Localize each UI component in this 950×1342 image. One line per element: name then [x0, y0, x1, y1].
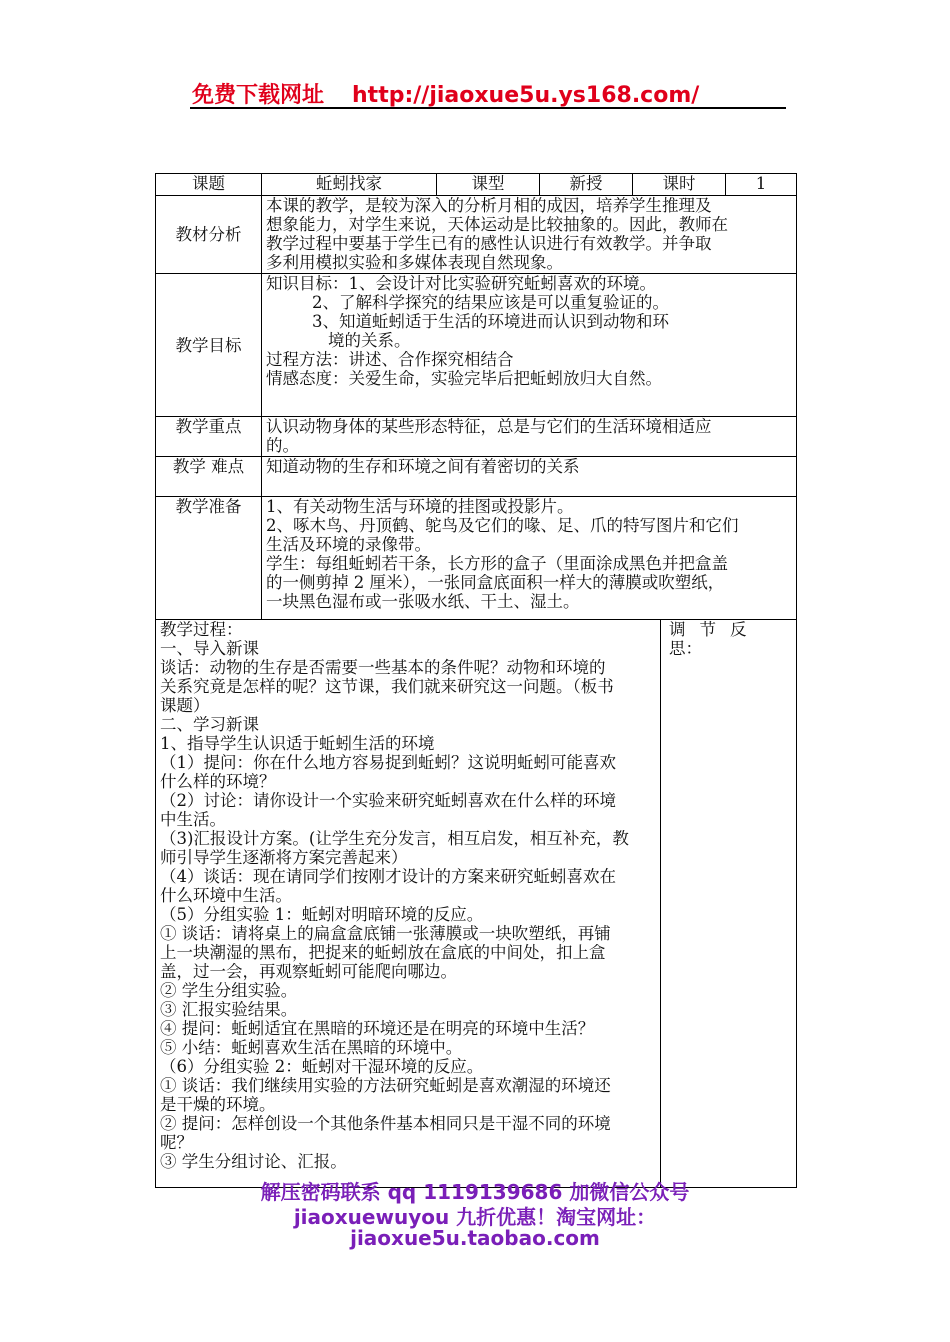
prep-text — [262, 497, 797, 620]
goals-line: 情感态度：关爱生命，实验完毕后把蚯蚓放归大自然。 — [266, 369, 662, 388]
process-line: （1）提问：你在什么地方容易捉到蚯蚓？这说明蚯蚓可能喜欢 — [160, 753, 616, 772]
prep-line: 学生：每组蚯蚓若干条，长方形的盒子（里面涂成黑色并把盒盖 — [266, 554, 728, 573]
goals-line: 2、了解科学探究的结果应该是可以重复验证的。 — [312, 293, 669, 312]
process-line: ② 提问：怎样创设一个其他条件基本相同只是干湿不同的环境 — [160, 1114, 611, 1133]
topic-label: 课题 — [156, 174, 262, 196]
topic-value: 蚯蚓找家 — [262, 174, 437, 196]
download-header — [192, 78, 699, 109]
analysis-text — [262, 196, 797, 274]
prep-line: 的一侧剪掉 2 厘米），一张同盒底面积一样大的薄膜或吹塑纸， — [266, 573, 725, 592]
goals-text — [262, 274, 797, 417]
process-line: 什么环境中生活。 — [160, 886, 292, 905]
prep-label: 教学准备 — [156, 497, 262, 620]
adjust-reflection-cell — [661, 620, 797, 1188]
process-line: （6）分组实验 2：蚯蚓对干湿环境的反应。 — [160, 1057, 484, 1076]
adjust-label: 调节反 — [669, 620, 761, 639]
process-line: 谈话：动物的生存是否需要一些基本的条件呢？动物和环境的 — [160, 658, 606, 677]
process-line: 什么样的环境？ — [160, 772, 276, 791]
goals-line: 境的关系。 — [328, 331, 411, 350]
type-label: 课型 — [437, 174, 540, 196]
prep-line: 一块黑色湿布或一张吸水纸、干土、湿土。 — [266, 592, 580, 611]
hours-label: 课时 — [633, 174, 726, 196]
process-row — [156, 620, 797, 1188]
process-line: 上一块潮湿的黑布，把捉来的蚯蚓放在盒底的中间处，扣上盒 — [160, 943, 606, 962]
process-line: 呢？ — [160, 1133, 193, 1152]
difficulty-row — [156, 457, 797, 497]
process-line: 二、学习新课 — [160, 715, 259, 734]
process-text — [160, 620, 656, 1185]
footer-password-line: 解压密码联系 qq 1119139686 加微信公众号 — [260, 1180, 690, 1204]
analysis-line: 教学过程中要基于学生已有的感性认识进行有效教学。并争取 — [266, 234, 712, 253]
process-line: （5）分组实验 1：蚯蚓对明暗环境的反应。 — [160, 905, 484, 924]
process-line: 关系究竟是怎样的呢？这节课，我们就来研究这一问题。（板书 — [160, 677, 614, 696]
key-points-line: 认识动物身体的某些形态特征，总是与它们的生活环境相适应 — [266, 417, 712, 436]
process-line: ② 学生分组实验。 — [160, 981, 298, 1000]
difficulty-text: 知道动物的生存和环境之间有着密切的关系 — [262, 457, 797, 497]
goals-line: 过程方法：讲述、合作探究相结合 — [266, 350, 514, 369]
prep-line: 1、有关动物生活与环境的挂图或投影片。 — [266, 497, 574, 516]
key-points-line: 的。 — [266, 436, 299, 455]
footer-taobao-link[interactable]: jiaoxue5u.taobao.com — [350, 1226, 600, 1250]
goals-row — [156, 274, 797, 417]
process-line: 课题） — [160, 696, 210, 715]
analysis-line: 想象能力，对学生来说，天体运动是比较抽象的。因此，教师在 — [266, 215, 728, 234]
process-line: 1、指导学生认识适于蚯蚓生活的环境 — [160, 734, 435, 753]
goals-label: 教学目标 — [156, 274, 262, 417]
process-line: （4）谈话：现在请同学们按刚才设计的方案来研究蚯蚓喜欢在 — [160, 867, 616, 886]
process-line: 中生活。 — [160, 810, 226, 829]
lesson-plan-table — [155, 173, 797, 1188]
lesson-info-row — [156, 174, 797, 196]
analysis-line: 本课的教学，是较为深入的分析月相的成因，培养学生推理及 — [266, 196, 712, 215]
goals-line: 3、知道蚯蚓适于生活的环境进而认识到动物和环 — [312, 312, 669, 331]
process-line: ③ 汇报实验结果。 — [160, 1000, 298, 1019]
key-points-label: 教学重点 — [156, 417, 262, 457]
analysis-label: 教材分析 — [156, 196, 262, 274]
process-line: 盖，过一会，再观察蚯蚓可能爬向哪边。 — [160, 962, 457, 981]
process-line: 师引导学生逐渐将方案完善起来） — [160, 848, 408, 867]
process-cell — [156, 620, 661, 1188]
process-line: ④ 提问：蚯蚓适宜在黑暗的环境还是在明亮的环境中生活？ — [160, 1019, 595, 1038]
footer-wechat-line: jiaoxuewuyou 九折优惠！淘宝网址： — [293, 1205, 657, 1229]
key-points-row — [156, 417, 797, 457]
hours-value: 1 — [726, 174, 797, 196]
difficulty-label: 教学 难点 — [156, 457, 262, 497]
adjust-label-cont: 思： — [669, 639, 702, 658]
process-line: ① 谈话：我们继续用实验的方法研究蚯蚓是喜欢潮湿的环境还 — [160, 1076, 611, 1095]
key-points-text — [262, 417, 797, 457]
download-url-link[interactable]: http://jiaoxue5u.ys168.com/ — [352, 83, 700, 108]
goals-line: 知识目标：1、会设计对比实验研究蚯蚓喜欢的环境。 — [266, 274, 656, 293]
analysis-row — [156, 196, 797, 274]
analysis-line: 多利用模拟实验和多媒体表现自然现象。 — [266, 253, 563, 272]
process-line: 一、导入新课 — [160, 639, 259, 658]
prep-row — [156, 497, 797, 620]
download-label: 免费下载网址 — [192, 83, 325, 108]
process-line: （3)汇报设计方案。(让学生充分发言，相互启发，相互补充，教 — [160, 829, 629, 848]
process-line: ⑤ 小结：蚯蚓喜欢生活在黑暗的环境中。 — [160, 1038, 463, 1057]
process-line: 是干燥的环境。 — [160, 1095, 276, 1114]
process-line: （2）讨论：请你设计一个实验来研究蚯蚓喜欢在什么样的环境 — [160, 791, 616, 810]
process-line: ③ 学生分组讨论、汇报。 — [160, 1152, 347, 1171]
prep-line: 2、啄木鸟、丹顶鹤、鸵鸟及它们的喙、足、爪的特写图片和它们 — [266, 516, 739, 535]
type-value: 新授 — [540, 174, 633, 196]
process-line: 教学过程： — [160, 620, 243, 639]
process-line: ① 谈话：请将桌上的扁盒盒底铺一张薄膜或一块吹塑纸，再铺 — [160, 924, 611, 943]
header-divider — [190, 107, 786, 109]
prep-line: 生活及环境的录像带。 — [266, 535, 431, 554]
